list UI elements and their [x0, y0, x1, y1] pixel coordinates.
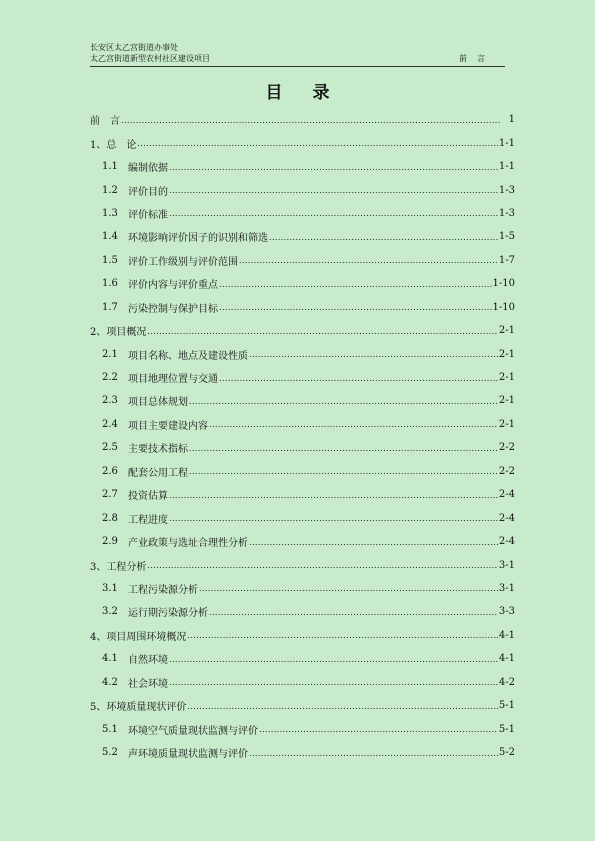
toc-entry-label: 评价工作级别与评价范围 — [128, 256, 238, 268]
toc-entry-number: 2.3 — [102, 395, 118, 407]
toc-entry-number: 2.6 — [102, 465, 118, 477]
toc-entry-number: 5.1 — [102, 723, 118, 735]
toc-entry-label: 投资估算 — [128, 491, 168, 503]
toc-entry-number: 1.4 — [102, 231, 118, 243]
toc-entry-label: 项目地理位置与交通 — [128, 374, 218, 386]
dot-leader — [187, 630, 498, 640]
toc-entry-number: 5.2 — [102, 747, 118, 759]
toc-entry[interactable] — [90, 342, 515, 365]
toc-entry-label: 工程分析 — [106, 561, 147, 573]
toc-entry-label: 运行期污染源分析 — [128, 608, 208, 620]
toc-entry-label: 评价内容与评价重点 — [128, 280, 218, 292]
toc-entry[interactable] — [90, 694, 515, 717]
toc-entry-page: 2-1 — [498, 418, 515, 430]
toc-entry-page: 2-1 — [498, 325, 515, 337]
toc-entry-page: 2-4 — [498, 512, 515, 524]
dot-leader — [147, 560, 498, 570]
toc-entry-label: 声环境质量现状监测与评价 — [128, 749, 248, 761]
dot-leader — [169, 490, 498, 500]
toc-entry-number: 2.8 — [102, 512, 118, 524]
toc-entry[interactable] — [90, 319, 515, 342]
page-header — [90, 42, 505, 64]
toc-entry-label: 项目名称、地点及建设性质 — [128, 350, 248, 362]
toc-entry[interactable] — [90, 225, 515, 248]
dot-leader — [169, 513, 498, 523]
toc-entry[interactable] — [90, 413, 515, 436]
toc-entry[interactable] — [90, 155, 515, 178]
toc-entry-label: 污染控制与保护目标 — [128, 303, 218, 315]
header-divider — [90, 66, 505, 67]
toc-entry-number: 2、 — [90, 327, 107, 339]
page-title: 目录 — [265, 83, 360, 103]
dot-leader — [189, 443, 498, 453]
toc-entry-page: 3-1 — [498, 559, 515, 571]
toc-entry-label: 环境空气质量现状监测与评价 — [128, 725, 258, 737]
toc-entry-label: 项目概况 — [106, 327, 147, 339]
toc-entry[interactable] — [90, 131, 515, 154]
toc-entry-page: 2-1 — [498, 372, 515, 384]
toc-entry-page: 2-4 — [498, 489, 515, 501]
toc-entry-page: 4-2 — [498, 676, 515, 688]
toc-entry[interactable] — [90, 717, 515, 740]
toc-entry[interactable] — [90, 483, 515, 506]
toc-entry-number: 4、 — [90, 631, 107, 643]
toc-entry-number: 1.1 — [102, 161, 118, 173]
toc-entry-page: 3-1 — [498, 582, 515, 594]
toc-entry-page: 1-5 — [498, 231, 515, 243]
toc-entry-page: 2-2 — [498, 465, 515, 477]
dot-leader — [169, 208, 498, 218]
toc-entry-label: 工程污染源分析 — [128, 584, 198, 596]
toc-entry-number: 2.1 — [102, 348, 118, 360]
toc-entry[interactable] — [90, 202, 515, 225]
toc-entry-number: 2.2 — [102, 372, 118, 384]
toc-entry-page: 4-1 — [498, 629, 515, 641]
header-section: 前言 — [459, 54, 495, 63]
dot-leader — [219, 373, 498, 383]
toc-entry-number: 4.1 — [102, 653, 118, 665]
dot-leader — [189, 396, 498, 406]
toc-entry-number: 3、 — [90, 561, 107, 573]
toc-entry-number: 2.9 — [102, 536, 118, 548]
dot-leader — [189, 466, 498, 476]
dot-leader — [249, 349, 498, 359]
toc-entry-number: 1.3 — [102, 207, 118, 219]
toc-entry-label: 环境影响评价因子的识别和筛选 — [128, 233, 268, 245]
toc-entry[interactable] — [90, 577, 515, 600]
toc-entry-page: 5-1 — [498, 723, 515, 735]
toc-entry-page: 1-10 — [492, 301, 515, 313]
toc-entry-number: 2.7 — [102, 489, 118, 501]
toc-entry-page: 5-2 — [498, 747, 515, 759]
toc-entry-label: 环境质量现状评价 — [106, 702, 187, 714]
toc-entry[interactable] — [90, 624, 515, 647]
toc-entry-label: 评价目的 — [128, 186, 168, 198]
dot-leader — [269, 232, 498, 242]
toc-entry-number: 1.7 — [102, 301, 118, 313]
toc-entry-page: 3-3 — [498, 606, 515, 618]
toc-entry-label: 项目总体规划 — [128, 397, 188, 409]
toc-entry-number: 1.6 — [102, 278, 118, 290]
toc-entry-page: 4-1 — [498, 653, 515, 665]
table-of-contents — [90, 108, 515, 764]
toc-entry[interactable] — [90, 178, 515, 201]
toc-entry[interactable] — [90, 600, 515, 623]
toc-entry-number: 1.2 — [102, 184, 118, 196]
toc-entry[interactable] — [90, 647, 515, 670]
dot-leader — [249, 748, 498, 758]
toc-entry-page: 1 — [508, 114, 515, 126]
toc-entry-label: 编制依据 — [128, 163, 168, 175]
dot-leader — [259, 724, 498, 734]
dot-leader — [169, 677, 498, 687]
toc-entry[interactable] — [90, 530, 515, 553]
toc-entry[interactable] — [90, 436, 515, 459]
toc-entry-label: 前 言 — [90, 116, 120, 128]
toc-entry-number: 2.4 — [102, 418, 118, 430]
toc-entry-label: 社会环境 — [128, 678, 168, 690]
toc-entry-label: 工程进度 — [128, 514, 168, 526]
toc-entry-label: 总 论 — [106, 139, 137, 151]
toc-entry-page: 1-1 — [498, 161, 515, 173]
toc-entry[interactable] — [90, 249, 515, 272]
dot-leader — [239, 255, 498, 265]
dot-leader — [169, 654, 498, 664]
toc-entry[interactable] — [90, 389, 515, 412]
toc-entry-page: 1-3 — [498, 184, 515, 196]
toc-entry-label: 评价标准 — [128, 209, 168, 221]
toc-entry-page: 1-7 — [498, 254, 515, 266]
toc-entry-label: 产业政策与选址合理性分析 — [128, 538, 248, 550]
toc-entry-label: 项目周围环境概况 — [106, 631, 187, 643]
dot-leader — [121, 115, 500, 125]
toc-entry[interactable] — [90, 108, 515, 131]
dot-leader — [169, 162, 498, 172]
toc-entry-label: 项目主要建设内容 — [128, 420, 208, 432]
toc-entry-number: 2.5 — [102, 442, 118, 454]
dot-leader — [169, 185, 498, 195]
toc-entry[interactable] — [90, 553, 515, 576]
dot-leader — [209, 419, 498, 429]
toc-entry-number: 3.2 — [102, 606, 118, 618]
dot-leader — [209, 607, 498, 617]
toc-entry-number: 1.5 — [102, 254, 118, 266]
toc-entry-page: 1-1 — [498, 137, 515, 149]
dot-leader — [199, 583, 498, 593]
dot-leader — [147, 326, 498, 336]
dot-leader — [249, 537, 498, 547]
toc-entry-page: 1-10 — [492, 278, 515, 290]
toc-entry[interactable] — [90, 671, 515, 694]
toc-entry-page: 2-1 — [498, 395, 515, 407]
toc-entry[interactable] — [90, 741, 515, 764]
toc-entry-page: 1-3 — [498, 207, 515, 219]
toc-entry-page: 2-2 — [498, 442, 515, 454]
dot-leader — [219, 302, 492, 312]
toc-entry[interactable] — [90, 296, 515, 319]
toc-entry-number: 4.2 — [102, 676, 118, 688]
dot-leader — [187, 701, 498, 711]
header-org: 长安区太乙宫街道办事处 — [90, 43, 178, 52]
toc-entry-number: 5、 — [90, 702, 107, 714]
toc-entry-number: 3.1 — [102, 582, 118, 594]
toc-entry-label: 主要技术指标 — [128, 444, 188, 456]
toc-entry[interactable] — [90, 506, 515, 529]
toc-entry[interactable] — [90, 272, 515, 295]
toc-entry-page: 2-1 — [498, 348, 515, 360]
toc-entry-label: 自然环境 — [128, 655, 168, 667]
dot-leader — [137, 138, 498, 148]
toc-entry-page: 5-1 — [498, 700, 515, 712]
toc-entry-number: 1、 — [90, 139, 107, 151]
toc-entry[interactable] — [90, 460, 515, 483]
toc-entry[interactable] — [90, 366, 515, 389]
toc-entry-page: 2-4 — [498, 536, 515, 548]
toc-entry-label: 配套公用工程 — [128, 467, 188, 479]
header-project: 太乙宫街道新型农村社区建设项目 — [90, 54, 210, 63]
dot-leader — [219, 279, 492, 289]
